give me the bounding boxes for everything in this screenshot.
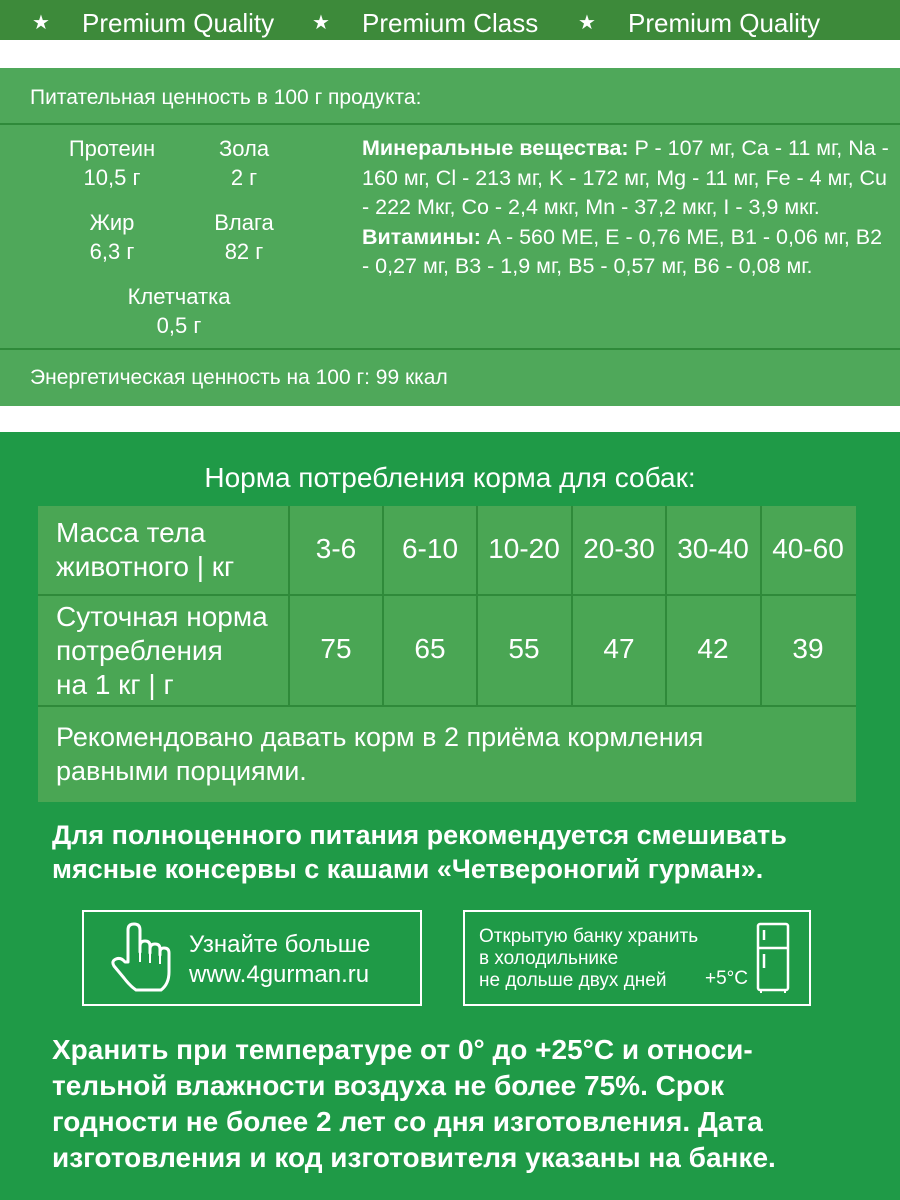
- row-label-weight: [56, 516, 234, 584]
- amount-cell: 75: [320, 633, 352, 664]
- fridge-temperature: +5°C: [705, 968, 748, 989]
- amount-cell: 39: [792, 633, 824, 664]
- label-line: Суточная норма: [56, 601, 268, 632]
- label-line: животного | кг: [56, 551, 235, 582]
- macro-name: Клетчатка: [127, 284, 231, 309]
- top-banner: [0, 0, 900, 40]
- star-icon: ★: [578, 12, 596, 34]
- fridge-line: в холодильнике: [479, 948, 619, 969]
- info-line: Узнайте больше: [189, 931, 371, 958]
- storage-line: годности не более 2 лет со дня изготовления. Дата: [52, 1106, 763, 1137]
- norm-title: Норма потребления корма для собак:: [204, 462, 696, 493]
- hand-pointer-icon: [106, 920, 178, 996]
- minerals-label: Минеральные вещества:: [362, 136, 629, 160]
- macro-value: 82 г: [224, 239, 264, 264]
- mix-recommendation: [52, 818, 872, 886]
- banner-item-2: Premium Class: [362, 8, 539, 38]
- macro-name: Влага: [214, 210, 274, 235]
- vitamins-label: Витамины:: [362, 224, 481, 249]
- mix-line: мясные консервы с кашами «Четвероногий гурман».: [52, 854, 764, 884]
- feeding-section: [0, 432, 900, 1200]
- energy-value: Энергетическая ценность на 100 г: 99 ккал: [30, 366, 448, 389]
- minerals-vitamins: [362, 134, 892, 282]
- weight-cell: 20-30: [583, 533, 655, 564]
- macro-fat: [52, 208, 172, 266]
- divider: [0, 123, 900, 125]
- divider: [0, 348, 900, 350]
- nutrition-panel: [0, 68, 900, 406]
- star-icon: ★: [312, 12, 330, 34]
- macro-moisture: [184, 208, 304, 266]
- storage-line: изготовления и код изготовителя указаны на банке.: [52, 1142, 776, 1173]
- star-icon: ★: [32, 12, 50, 34]
- nutrition-header: Питательная ценность в 100 г продукта:: [30, 86, 422, 109]
- macro-name: Протеин: [68, 136, 156, 161]
- table-divider: [571, 506, 573, 705]
- macro-value: 10,5 г: [83, 165, 141, 190]
- table-divider: [288, 506, 290, 705]
- storage-line: Хранить при температуре от 0° до +25°С и относи-: [52, 1034, 753, 1065]
- label-line: на 1 кг | г: [56, 669, 174, 700]
- storage-line: тельной влажности воздуха не более 75%. Срок: [52, 1070, 725, 1101]
- macro-value: 0,5 г: [156, 313, 202, 338]
- norm-table: [38, 506, 856, 802]
- macro-protein: [52, 134, 172, 192]
- table-divider: [38, 705, 856, 707]
- table-divider: [665, 506, 667, 705]
- banner-item-3: Premium Quality: [628, 8, 821, 38]
- weight-cell: 6-10: [401, 533, 459, 564]
- amount-cell: 65: [414, 633, 446, 664]
- macro-ash: [190, 134, 298, 192]
- fridge-text: [479, 926, 698, 992]
- fridge-line: Открытую банку хранить: [479, 926, 699, 947]
- fridge-icon: [755, 922, 791, 994]
- macro-value: 2 г: [230, 165, 258, 190]
- weight-cell: 3-6: [315, 533, 357, 564]
- table-divider: [476, 506, 478, 705]
- website-text: [189, 930, 370, 990]
- fridge-line: не дольше двух дней: [479, 970, 667, 991]
- feeding-recommendation: [56, 720, 703, 788]
- mix-line: Для полноценного питания рекомендуется смешивать: [52, 820, 787, 850]
- label-line: Масса тела: [56, 517, 206, 548]
- weight-cell: 10-20: [488, 533, 560, 564]
- website-link[interactable]: www.4gurman.ru: [189, 961, 370, 988]
- macro-fiber: [104, 282, 254, 340]
- fridge-info-box: [463, 910, 811, 1006]
- minerals-text: P - 107 мг, Ca - 11 мг, Na - 160 мг, Cl - 213 мг, K - 172 мг, Mg - 11 мг, Fe - 4 мг, Cu - 222 Мкг, Co - 2,4 мкг, Mn - 37,2 мкг, I - 3,9 мкг.: [362, 136, 889, 219]
- table-divider: [382, 506, 384, 705]
- recommendation-line: равными порциями.: [56, 756, 307, 786]
- table-divider: [760, 506, 762, 705]
- storage-conditions: [52, 1032, 872, 1176]
- label-line: потребления: [56, 635, 223, 666]
- amount-cell: 47: [603, 633, 635, 664]
- macro-name: Зола: [218, 136, 270, 161]
- table-divider: [38, 594, 856, 596]
- weight-cell: 30-40: [677, 533, 749, 564]
- macro-value: 6,3 г: [89, 239, 135, 264]
- macro-name: Жир: [89, 210, 135, 235]
- website-info-box[interactable]: [82, 910, 422, 1006]
- recommendation-line: Рекомендовано давать корм в 2 приёма кормления: [56, 722, 704, 752]
- amount-cell: 42: [697, 633, 729, 664]
- row-label-amount: [56, 600, 268, 702]
- banner-item-1: Premium Quality: [82, 8, 275, 38]
- amount-cell: 55: [508, 633, 540, 664]
- weight-cell: 40-60: [772, 533, 844, 564]
- vitamins-text: A - 560 МЕ, E - 0,76 МЕ, B1 - 0,06 мг, B2 - 0,27 мг, B3 - 1,9 мг, B5 - 0,57 мг, B6 - 0,08 мг.: [362, 224, 883, 278]
